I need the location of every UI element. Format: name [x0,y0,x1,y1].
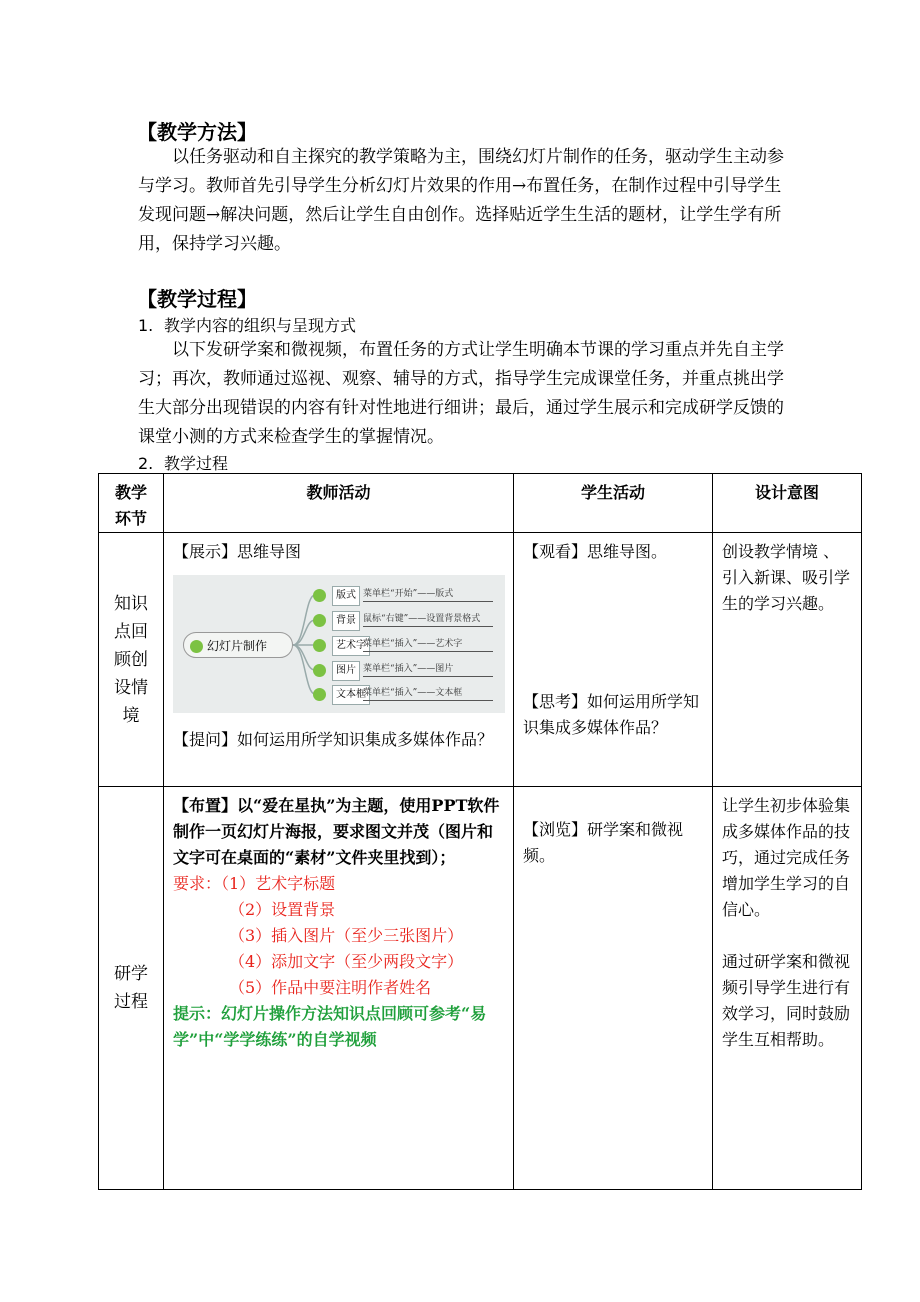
check-icon [313,664,326,677]
student-cell [514,533,713,787]
check-icon [313,639,326,652]
student-think: 【思考】如何运用所学知识集成多媒体作品？ [523,692,700,737]
intent-1: 让学生初步体验集成多媒体作品的技巧，通过完成任务增加学生学习的自信心。 [722,796,851,919]
header-teacher: 教师活动 [164,474,514,533]
item1-title-text: 教学内容的组织与呈现方式 [164,316,357,335]
mindmap-leaf: 菜单栏“插入”——文本框 [363,686,493,701]
teaching-process-heading: 【教学过程】 [137,287,257,311]
item1-paragraph [138,336,794,452]
check-icon [313,589,326,602]
mindmap-node [313,661,360,679]
item1-text: 以下发研学案和微视频，布置任务的方式让学生明确本节课的学习重点并先自主学习；再次，教师通过巡视、观察、辅导的方式，指导学生完成课堂任务，并重点挑出学生大部分出现错误的内容有针对性地进行细讲；最后，通过学生展示和完成研学反馈的课堂小测的方式来检查学生的掌握情况。 [138,340,784,447]
requirement-5: （5）作品中要注明作者姓名 [229,978,432,997]
stage-cell: 研学过程 [99,787,164,1190]
mindmap-node [313,586,360,604]
requirement-3: （3）插入图片（至少三张图片） [229,926,464,945]
teacher-task: 【布置】以“爱在星执”为主题，使用PPT软件制作一页幻灯片海报，要求图文并茂（图片和文字可在桌面的“素材”文件夹里找到）； [173,796,500,867]
mindmap-leaf: 鼠标“右键”——设置背景格式 [363,612,493,627]
mindmap-node [313,636,370,654]
requirement-4: （4）添加文字（至少两段文字） [229,952,464,971]
mindmap-node-label: 版式 [332,586,360,606]
item1-title [138,313,356,336]
check-icon [313,688,326,701]
mindmap-root-label: 幻灯片制作 [207,639,268,653]
intent-cell [713,787,862,1190]
teaching-method-text: 以任务驱动和自主探究的教学策略为主，围绕幻灯片制作的任务，驱动学生主动参与学习。教师首先引导学生分析幻灯片效果的作用→布置任务，在制作过程中引导学生发现问题→解决问题，然后让学生自由创作。选择贴近学生生活的题材，让学生学有所用，保持学习兴趣。 [138,147,784,254]
mindmap-leaf: 菜单栏“插入”——图片 [363,662,493,677]
mindmap-image [173,575,505,713]
header-student: 学生活动 [514,474,713,533]
mindmap-node-label: 文本框 [332,685,370,705]
hint-text: 提示：幻灯片操作方法知识点回顾可参考“易学”中“学学练练”的自学视频 [173,1004,487,1049]
mindmap-root [183,632,293,658]
teacher-ask: 【提问】如何运用所学知识集成多媒体作品？ [173,730,494,749]
stage-cell: 知识点回顾创设情境 [99,533,164,787]
table-row [99,533,862,787]
student-cell: 【浏览】研学案和微视频。 [514,787,713,1190]
student-watch: 【观看】思维导图。 [523,542,668,561]
mindmap-leaf: 菜单栏“插入”——艺术字 [363,637,493,652]
mindmap-node [313,611,360,629]
teaching-method-paragraph [138,143,794,259]
requirement-1: 要求：（1）艺术字标题 [173,874,336,893]
table-row [99,787,862,1190]
item2-title [138,451,228,474]
item1-number: 1. [138,316,154,335]
teacher-show: 【展示】思维导图 [173,542,302,561]
requirement-2: （2）设置背景 [229,900,336,919]
mindmap-node-label: 背景 [332,611,360,631]
mindmap-node-label: 图片 [332,661,360,681]
teaching-method-heading: 【教学方法】 [137,120,257,144]
check-icon [313,614,326,627]
item2-number: 2. [138,454,154,473]
mindmap-node-label: 艺术字 [332,636,370,656]
header-intent: 设计意图 [713,474,862,533]
item2-title-text: 教学过程 [164,454,229,473]
smile-icon [190,640,203,653]
teacher-cell [164,533,514,787]
process-table [98,473,862,1190]
mindmap-node [313,685,370,703]
intent-2: 通过研学案和微视频引导学生进行有效学习，同时鼓励学生互相帮助。 [722,952,851,1049]
header-stage: 教学环节 [99,474,164,533]
table-header-row [99,474,862,533]
mindmap-leaf: 菜单栏“开始”——版式 [363,587,493,602]
teacher-cell [164,787,514,1190]
intent-cell: 创设教学情境 、引入新课、吸引学生的学习兴趣。 [713,533,862,787]
